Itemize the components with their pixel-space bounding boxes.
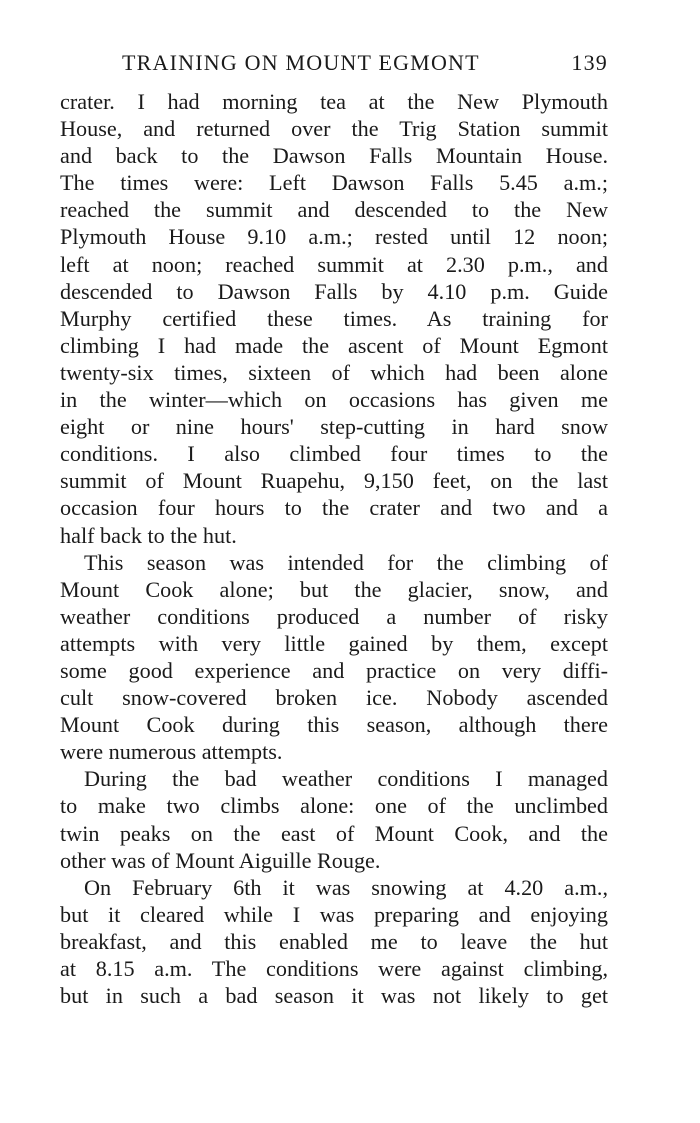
text-line: twin peaks on the east of Mount Cook, and the xyxy=(60,820,608,846)
text-line: but it cleared while I was preparing and enjoying xyxy=(60,901,608,927)
text-line: weather conditions produced a number of risky xyxy=(60,603,608,629)
text-line: and back to the Dawson Falls Mountain House. xyxy=(60,143,608,169)
text-line: During the bad weather conditions I managed xyxy=(84,766,608,792)
text-line: descended to Dawson Falls by 4.10 p.m. Guide xyxy=(60,278,608,304)
paragraph xyxy=(60,549,608,766)
text-line: twenty-six times, sixteen of which had been alone xyxy=(60,359,608,385)
text-line: eight or nine hours' step-cutting in hard snow xyxy=(60,414,608,440)
body-text xyxy=(60,88,608,1009)
text-line: The times were: Left Dawson Falls 5.45 a.m.; xyxy=(60,170,608,196)
text-line: other was of Mount Aiguille Rouge. xyxy=(60,847,381,873)
running-title: TRAINING ON MOUNT EGMONT xyxy=(122,50,480,75)
text-line: This season was intended for the climbing of xyxy=(84,549,608,575)
text-line: attempts with very little gained by them, except xyxy=(60,630,608,656)
text-line: left at noon; reached summit at 2.30 p.m., and xyxy=(60,251,608,277)
text-line: at 8.15 a.m. The conditions were against climbing, xyxy=(60,956,608,981)
text-line: were numerous attempts. xyxy=(60,739,283,765)
text-line: On February 6th it was snowing at 4.20 a.m., xyxy=(84,874,608,900)
text-line: Plymouth House 9.10 a.m.; rested until 12 noon; xyxy=(60,224,608,250)
text-line: some good experience and practice on very diffi- xyxy=(60,657,608,683)
text-line: to make two climbs alone: one of the unclimbed xyxy=(60,793,608,819)
paragraph xyxy=(60,874,608,1009)
page-number: 139 xyxy=(571,50,608,75)
paragraph xyxy=(60,88,608,549)
text-line: summit of Mount Ruapehu, 9,150 feet, on the last xyxy=(60,468,608,494)
text-line: but in such a bad season it was not likely to get xyxy=(60,983,608,1009)
text-line: House, and returned over the Trig Station summit xyxy=(60,116,608,142)
text-line: in the winter—which on occasions has given me xyxy=(60,387,608,413)
text-line: half back to the hut. xyxy=(60,522,237,548)
text-line: reached the summit and descended to the New xyxy=(60,197,608,223)
text-line: crater. I had morning tea at the New Plymouth xyxy=(60,89,608,114)
text-line: Murphy certified these times. As training for xyxy=(60,305,608,331)
paragraph xyxy=(60,765,608,873)
running-header xyxy=(60,50,608,76)
text-line: Mount Cook alone; but the glacier, snow, and xyxy=(60,576,608,602)
text-line: Mount Cook during this season, although there xyxy=(60,712,608,738)
text-line: breakfast, and this enabled me to leave the hut xyxy=(60,928,608,954)
text-line: cult snow-covered broken ice. Nobody ascended xyxy=(60,685,608,711)
text-line: conditions. I also climbed four times to the xyxy=(60,441,608,467)
text-line: occasion four hours to the crater and two and a xyxy=(60,495,608,521)
text-line: climbing I had made the ascent of Mount Egmont xyxy=(60,332,608,358)
